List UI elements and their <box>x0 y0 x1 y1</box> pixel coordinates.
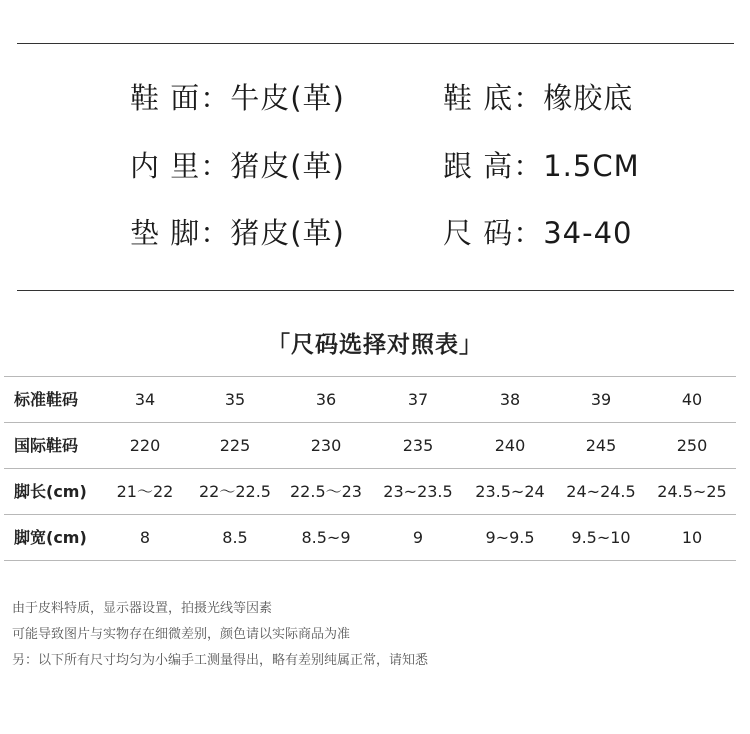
table-cell: 39 <box>590 390 612 409</box>
spec-size <box>443 211 633 252</box>
spec-sole-value: 橡胶底 <box>543 81 634 115</box>
spec-insole-value: 猪皮(革) <box>230 216 345 250</box>
table-cell: 38 <box>499 390 521 409</box>
spec-lining-value: 猪皮(革) <box>230 149 345 183</box>
table-cell: 36 <box>315 390 337 409</box>
spec-insole <box>130 211 345 252</box>
table-cell: 220 <box>129 436 161 455</box>
spec-size-value: 34-40 <box>543 216 633 250</box>
note-line: 可能导致图片与实物存在细微差别，颜色请以实际商品为准 <box>12 627 351 642</box>
middle-divider <box>17 290 734 291</box>
row-header: 脚长(cm) <box>14 482 87 501</box>
table-cell: 230 <box>310 436 342 455</box>
table-cell: 245 <box>585 436 617 455</box>
table-cell: 8 <box>139 528 151 547</box>
row-foot-length <box>4 468 736 514</box>
row-header: 国际鞋码 <box>14 436 79 455</box>
disclaimer-notes <box>12 596 428 674</box>
table-cell: 23~23.5 <box>383 482 453 501</box>
note-line: 由于皮料特质，显示器设置，拍摄光线等因素 <box>12 601 273 616</box>
table-cell: 37 <box>407 390 429 409</box>
spec-upper-label: 鞋 面： <box>130 81 231 115</box>
table-cell: 23.5~24 <box>475 482 545 501</box>
table-cell: 21～22 <box>116 482 174 501</box>
table-cell: 9.5~10 <box>571 528 631 547</box>
table-cell: 250 <box>676 436 708 455</box>
spec-insole-label: 垫 脚： <box>130 216 231 250</box>
note-line: 另：以下所有尺寸均匀为小编手工测量得出，略有差别纯属正常，请知悉 <box>12 653 429 668</box>
table-cell: 24.5~25 <box>657 482 727 501</box>
table-cell: 9~9.5 <box>485 528 535 547</box>
table-cell: 35 <box>224 390 246 409</box>
spec-lining <box>130 144 345 185</box>
table-cell: 240 <box>494 436 526 455</box>
table-cell: 235 <box>402 436 434 455</box>
table-cell: 225 <box>219 436 251 455</box>
row-international-size <box>4 422 736 468</box>
top-divider <box>17 43 734 44</box>
spec-heel-label: 跟 高： <box>443 149 544 183</box>
spec-sole <box>443 76 633 117</box>
spec-sole-label: 鞋 底： <box>443 81 544 115</box>
spec-heel <box>443 144 640 185</box>
size-chart-table <box>4 376 736 561</box>
spec-lining-label: 内 里： <box>130 149 231 183</box>
spec-size-label: 尺 码： <box>443 216 544 250</box>
table-cell: 24~24.5 <box>566 482 636 501</box>
table-cell: 40 <box>681 390 703 409</box>
row-foot-width <box>4 514 736 561</box>
table-cell: 22.5～23 <box>290 482 362 501</box>
row-header: 标准鞋码 <box>14 390 79 409</box>
spec-upper-value: 牛皮(革) <box>230 81 345 115</box>
table-cell: 34 <box>134 390 156 409</box>
row-standard-size <box>4 376 736 422</box>
table-cell: 8.5 <box>222 528 248 547</box>
spec-heel-value: 1.5CM <box>543 149 640 183</box>
table-cell: 10 <box>681 528 703 547</box>
row-header: 脚宽(cm) <box>14 528 87 547</box>
spec-upper <box>130 76 345 117</box>
table-cell: 9 <box>412 528 424 547</box>
table-cell: 8.5~9 <box>301 528 351 547</box>
size-chart-title: 「尺码选择对照表」 <box>267 332 483 358</box>
table-cell: 22～22.5 <box>199 482 271 501</box>
